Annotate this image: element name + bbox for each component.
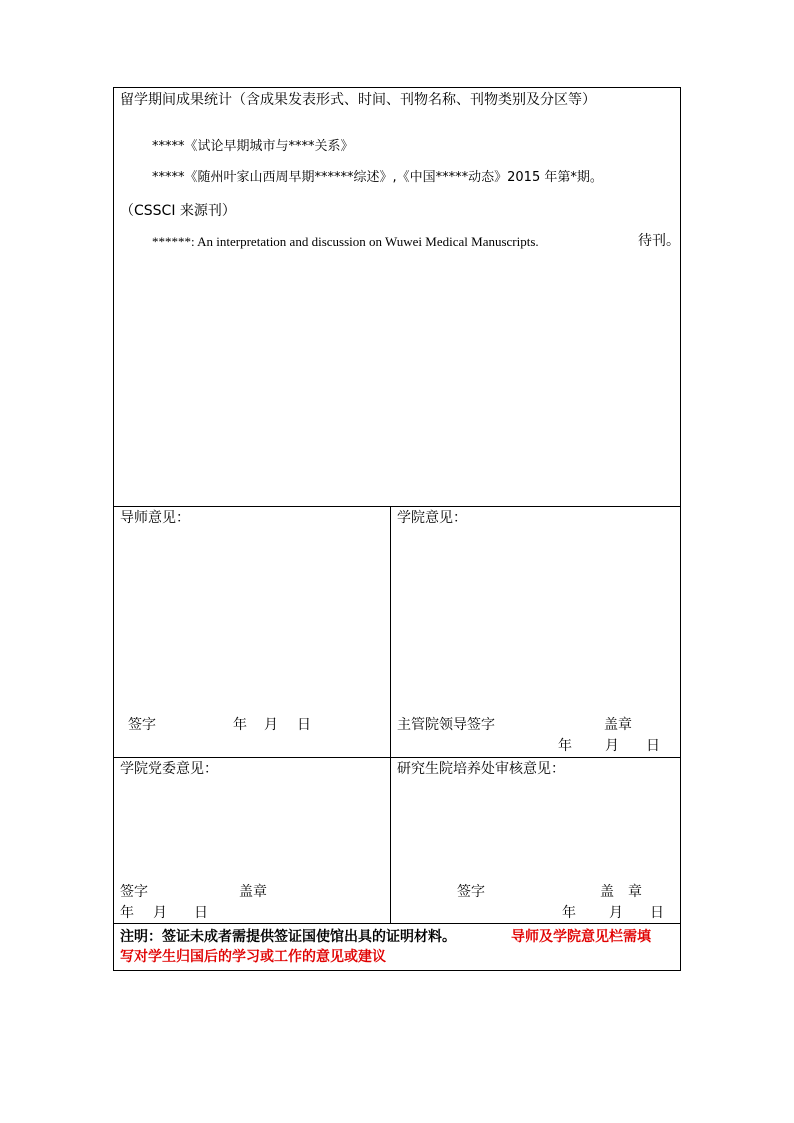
graduate-day-label: 日 (650, 905, 664, 921)
college-opinion-label: 学院意见： (397, 510, 467, 526)
achievement-item-3: ******: An interpretation and discussion on Wuwei Medical Manuscripts. (152, 234, 539, 249)
graduate-opinion-label: 研究生院培养处审核意见： (397, 761, 565, 777)
supervisor-day-label: 日 (297, 717, 311, 733)
supervisor-year-label: 年 (233, 717, 247, 733)
college-year-label: 年 (558, 738, 572, 754)
college-day-label: 日 (646, 738, 660, 754)
graduate-year-label: 年 (562, 905, 576, 921)
supervisor-opinion-label: 导师意见： (120, 510, 190, 526)
party-opinion-cell (114, 757, 390, 923)
form-table (113, 87, 681, 971)
college-month-label: 月 (605, 738, 619, 754)
achievements-cell (114, 88, 680, 506)
graduate-school-opinion-cell (391, 757, 680, 923)
party-year-label: 年 (120, 905, 134, 921)
party-day-label: 日 (194, 905, 208, 921)
party-sign-label: 签字 (120, 884, 148, 900)
note-highlight-1: 导师及学院意见栏需填 (511, 929, 651, 945)
graduate-seal-label: 盖 章 (600, 884, 642, 900)
party-opinion-label: 学院党委意见： (120, 761, 218, 777)
party-month-label: 月 (153, 905, 167, 921)
college-seal-label: 盖章 (604, 717, 632, 733)
supervisor-sign-label: 签字 (128, 717, 156, 733)
party-seal-label: 盖章 (239, 884, 267, 900)
college-sign-label: 主管院领导签字 (397, 717, 495, 733)
achievement-item-1: *****《试论早期城市与****关系》 (152, 139, 354, 154)
supervisor-opinion-cell (114, 506, 390, 757)
supervisor-month-label: 月 (264, 717, 278, 733)
achievement-item-2: *****《随州叶家山西周早期******综述》,《中国*****动态》2015 年第*期。 (152, 170, 603, 185)
achievement-item-2-cont: （CSSCI 来源刊） (120, 203, 236, 219)
note-text: 注明：签证未成者需提供签证国使馆出具的证明材料。 (120, 929, 456, 945)
note-cell (114, 923, 680, 970)
graduate-sign-label: 签字 (457, 884, 485, 900)
achievements-heading: 留学期间成果统计（含成果发表形式、时间、刊物名称、刊物类别及分区等） (120, 92, 596, 108)
college-opinion-cell (391, 506, 680, 757)
achievement-item-3-status: 待刊。 (638, 233, 680, 249)
note-highlight-2: 写对学生归国后的学习或工作的意见或建议 (120, 949, 386, 965)
graduate-month-label: 月 (609, 905, 623, 921)
